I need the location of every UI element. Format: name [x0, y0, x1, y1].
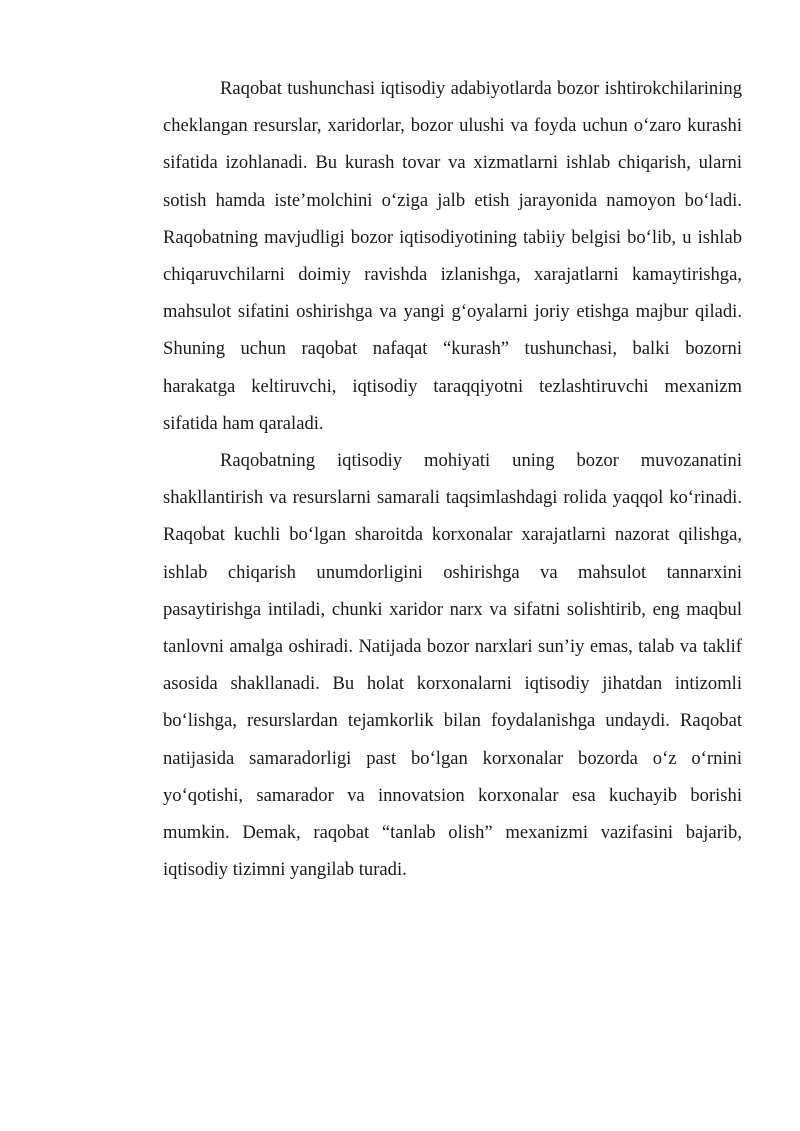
paragraph-1: Raqobat tushunchasi iqtisodiy adabiyotlarda bozor ishtirokchilarining cheklangan resurslar, xaridorlar, bozor ulushi va foyda uchun o‘zaro kurashi sifatida izohlanadi. Bu kurash tovar va xizmatlarni ishlab chiqarish, ularni sotish hamda iste’molchini o‘ziga jalb etish jarayonida namoyon bo‘ladi. Raqobatning mavjudligi bozor iqtisodiyotining tabiiy belgisi bo‘lib, u ishlab chiqaruvchilarni doimiy ravishda izlanishga, xarajatlarni kamaytirishga, mahsulot sifatini oshirishga va yangi g‘oyalarni joriy etishga majbur qiladi. Shuning uchun raqobat nafaqat “kurash” tushunchasi, balki bozorni harakatga keltiruvchi, iqtisodiy taraqqiyotni tezlashtiruvchi mexanizm sifatida ham qaraladi.	[163, 78, 742, 434]
paragraph-2: Raqobatning iqtisodiy mohiyati uning bozor muvozanatini shakllantirish va resurslarni samarali taqsimlashdagi rolida yaqqol ko‘rinadi. Raqobat kuchli bo‘lgan sharoitda korxonalar xarajatlarni nazorat qilishga, ishlab chiqarish unumdorligini oshirishga va mahsulot tannarxini pasaytirishga intiladi, chunki xaridor narx va sifatni solishtirib, eng maqbul tanlovni amalga oshiradi. Natijada bozor narxlari sun’iy emas, talab va taklif asosida shakllanadi. Bu holat korxonalarni iqtisodiy jihatdan intizomli bo‘lishga, resurslardan tejamkorlik bilan foydalanishga undaydi. Raqobat natijasida samaradorligi past bo‘lgan korxonalar bozorda o‘z o‘rnini yo‘qotishi, samarador va innovatsion korxonalar esa kuchayib borishi mumkin. Demak, raqobat “tanlab olish” mexanizmi vazifasini bajarib, iqtisodiy tizimni yangilab turadi.	[163, 450, 742, 881]
document-page	[163, 70, 742, 888]
